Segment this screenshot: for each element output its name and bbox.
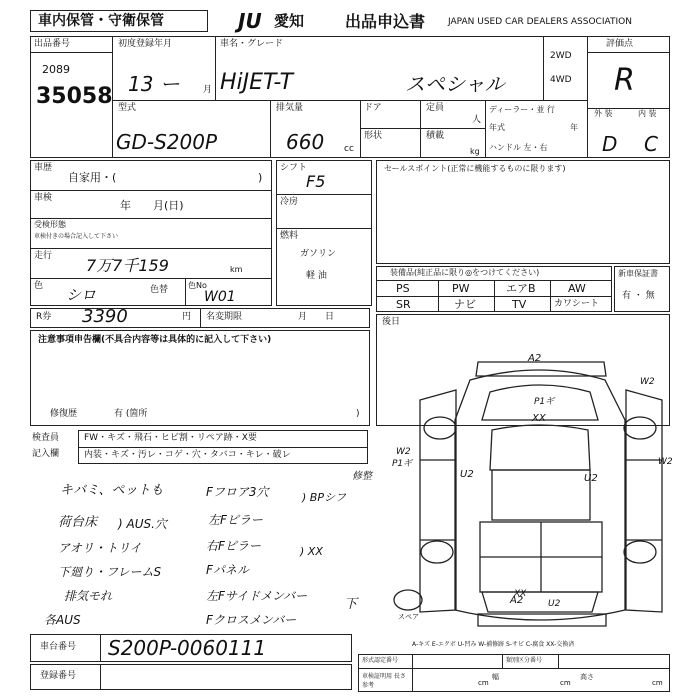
door-label: ドア — [364, 103, 382, 113]
dealer-label: ディーラー・並 行 — [489, 105, 555, 114]
height-label: 高さ — [580, 673, 594, 681]
load-label: 積載 — [426, 131, 445, 141]
diagram-label-a2-front: A2 — [528, 353, 542, 364]
note-right-3: 右Fピラー — [206, 539, 261, 553]
lot-number: 35058 — [36, 84, 113, 109]
chassis-value: S200P-0060111 — [108, 636, 267, 660]
score-value: R — [614, 63, 635, 98]
disp-label: 排気量 — [276, 103, 304, 113]
note-right-6: Fクロスメンバー — [206, 613, 297, 627]
shift-label: シフト — [280, 163, 308, 173]
disp-value: 660 — [286, 130, 325, 154]
equip-ps: PS — [396, 282, 410, 295]
aircon-label: 冷房 — [280, 197, 299, 207]
inspector-label: 検査員 — [32, 433, 60, 443]
note-right-4: Fパネル — [206, 563, 249, 577]
lot-sub: 2089 — [42, 63, 70, 76]
diagram-label-u2-rear: U2 — [548, 599, 561, 609]
diagram-label-w2-right: W2 — [658, 457, 673, 467]
int-value: C — [644, 132, 658, 156]
diagram-label-w2-left: W2 — [396, 447, 411, 457]
recycle-unit: 円 — [182, 312, 192, 322]
ref-label: 参考 — [362, 682, 375, 689]
equipment-label: 装備品(純正品に限り◎をつけてください) — [390, 268, 540, 277]
color-code-value: W01 — [204, 289, 236, 305]
note-left-2: 荷台床 — [58, 515, 98, 530]
inspection-value: 年 月(日) — [120, 199, 184, 212]
note-xx: ) XX — [300, 545, 323, 558]
interior-row: 内装・キズ・汚レ・コゲ・穴・タバコ・キレ・破レ — [84, 450, 291, 460]
int-label: 内 装 — [638, 109, 657, 118]
equip-aw: AW — [568, 282, 586, 295]
registration-box — [30, 664, 352, 690]
equip-airbag: エアB — [506, 282, 536, 295]
month-unit: 月 — [203, 85, 213, 95]
diagram-legend: A-キズ E-エクボ U-凹み W-補修跡 S-サビ C-腐食 XX-交換済 — [412, 641, 575, 648]
cm-unit-3: cm — [652, 679, 663, 687]
logo-text: 愛知 — [274, 12, 305, 30]
color-code-label: 色No — [188, 281, 207, 290]
history-value: 自家用・( — [68, 171, 117, 184]
note-aus: ) AUS.穴 — [118, 517, 167, 531]
disp-unit: cc — [344, 144, 354, 154]
reception-note: 車検付きの場合記入して下さい — [34, 233, 119, 240]
score-label: 評価点 — [606, 39, 634, 49]
diagram-label-xx: XX — [532, 413, 546, 424]
note-left-3: アオリ・トリイ — [58, 541, 142, 555]
entry-label: 記入欄 — [32, 449, 60, 459]
reg-value: 13 ー — [128, 72, 180, 96]
repair-label: 修復歴 — [50, 409, 78, 419]
inspection-label: 車検 — [34, 193, 53, 203]
repair-paren: ) — [356, 409, 360, 419]
diagram-label-a2-rear: A2 — [510, 595, 524, 606]
fw-row: FW・キズ・飛石・ヒビ割・リペア跡・X要 — [84, 433, 257, 443]
mileage-unit: km — [230, 265, 243, 274]
diagram-label-spare: スペア — [398, 613, 419, 621]
diagram-label-p1: P1ギ — [534, 397, 555, 407]
ext-label: 外 装 — [594, 109, 613, 118]
color-label: 色 — [34, 281, 44, 291]
cm-unit-2: cm — [560, 679, 571, 687]
association-name: JAPAN USED CAR DEALERS ASSOCIATION — [448, 17, 632, 27]
notes-label: 注意事項申告欄(不具合内容等は具体的に記入して下さい) — [38, 335, 272, 345]
mileage-label: 走行 — [34, 251, 53, 261]
sales-point-label: セールスポイント(正常に機能するものに限ります) — [384, 164, 566, 173]
reception-label: 受検形態 — [34, 220, 66, 229]
mileage-value: 7万7千159 — [86, 256, 169, 275]
capacity-unit: 人 — [472, 115, 482, 125]
name-label: 車名・グレード — [220, 39, 284, 49]
registration-label: 登録番号 — [40, 671, 77, 681]
ext-value: D — [602, 132, 618, 156]
equip-navi: ナビ — [454, 298, 476, 311]
doc-title: 車内保管・守衛保管 — [38, 13, 164, 29]
warranty-label: 新車保証書 — [618, 269, 658, 278]
recycle-value: 3390 — [82, 306, 128, 327]
name-value: HiJET-T — [220, 70, 294, 95]
lot-label: 出品番号 — [34, 39, 71, 49]
history-paren: ) — [258, 171, 263, 184]
length-label: 車検証明用 長さ — [362, 673, 406, 680]
year-label: 年式 — [489, 123, 505, 132]
name-change-label: 名変期限 — [206, 312, 243, 322]
repair-value: 有 (箇所 — [114, 409, 148, 419]
logo-mark: JU — [238, 9, 262, 33]
drive-2wd: 2WD — [550, 51, 572, 61]
width-label: 幅 — [492, 673, 499, 681]
form-heading: 出品申込書 — [345, 12, 426, 31]
fuel-label: 燃料 — [280, 231, 299, 241]
note-left-4: 下廻り・フレームS — [58, 565, 162, 579]
note-sagari: 下 — [344, 597, 358, 612]
note-left-1: キバミ、ペットも — [60, 483, 164, 498]
class-label: 類別区分番号 — [506, 657, 543, 664]
reg-label: 初度登録年月 — [118, 39, 173, 49]
color-change-label: 色替 — [150, 285, 169, 295]
fuel-gasoline: ガソリン — [300, 249, 337, 259]
chassis-label: 車台番号 — [40, 642, 77, 652]
capacity-label: 定員 — [426, 103, 445, 113]
cert-label: 形式認定番号 — [362, 657, 399, 664]
fuel-diesel: 軽 油 — [306, 271, 327, 281]
history-label: 車歴 — [34, 163, 53, 173]
load-unit: kg — [470, 147, 480, 156]
diagram-label-u2-left: U2 — [460, 469, 474, 480]
cm-unit-1: cm — [478, 679, 489, 687]
equip-pw: PW — [452, 282, 470, 295]
diagram-label-u2-right: U2 — [584, 473, 598, 484]
handle-label: ハンドル 左・右 — [489, 143, 548, 152]
drive-4wd: 4WD — [550, 75, 572, 85]
note-left-5: 排気モれ — [64, 589, 113, 603]
diagram-label-p1-left: P1ギ — [392, 459, 413, 469]
equip-tv: TV — [512, 298, 527, 311]
note-right-2: 左Fピラー — [208, 513, 263, 527]
type-value: GD-S200P — [116, 130, 218, 154]
note-right-5: 左Fサイドメンバー — [206, 589, 308, 603]
note-kizu: 修整 — [352, 471, 372, 482]
shape-label: 形状 — [364, 131, 383, 141]
note-right-1: Fフロア3穴 — [206, 485, 269, 499]
warranty-value: 有 ・ 無 — [622, 291, 655, 301]
color-value: シロ — [66, 286, 97, 304]
recycle-label: R券 — [36, 312, 52, 322]
grade-value: スペシャル — [405, 72, 505, 96]
later-label: 後日 — [382, 317, 401, 327]
equip-leather: カワシート — [554, 299, 600, 309]
diagram-label-xx-rear: XX — [514, 589, 527, 599]
shift-value: F5 — [306, 172, 326, 191]
year-unit: 年 — [570, 123, 578, 132]
equip-sr: SR — [396, 298, 411, 311]
type-label: 型式 — [118, 103, 137, 113]
note-bp: ) BPシフ — [302, 491, 346, 504]
name-change-value: 月 日 — [298, 312, 335, 322]
note-left-6: 各AUS — [44, 613, 81, 627]
diagram-label-w2-top: W2 — [640, 377, 655, 387]
